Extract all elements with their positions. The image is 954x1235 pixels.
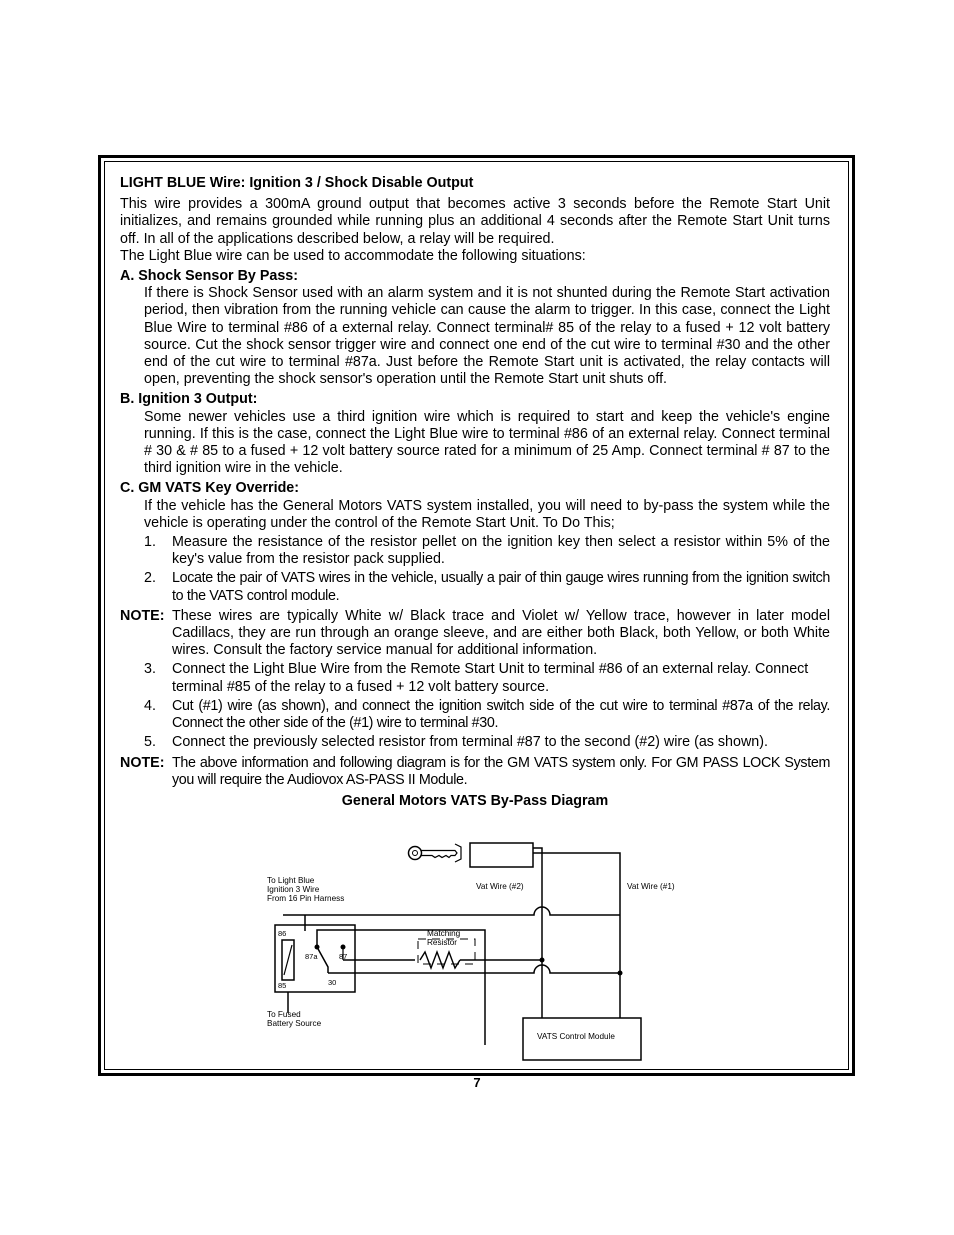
- resistor-label-2: Resistor: [427, 938, 458, 947]
- vat-wire-2: [533, 848, 542, 1047]
- terminal-30-label: 30: [328, 978, 337, 987]
- step-1-text: Measure the resistance of the resistor pellet on the ignition key then select a resistor within 5% of the key's value from the resistor pack supplied.: [172, 534, 830, 568]
- light-blue-label-3: From 16 Pin Harness: [267, 894, 345, 903]
- list-number: 2.: [144, 570, 156, 587]
- list-item: [120, 734, 830, 751]
- note-block: [120, 755, 830, 789]
- list-item: [120, 698, 830, 732]
- list-item: [120, 661, 830, 695]
- relay-switch-arm: [317, 947, 328, 973]
- terminal-87-label: 87: [339, 952, 348, 961]
- step-3-text: Connect the Light Blue Wire from the Remote Start Unit to terminal #86 of an external relay. Connect terminal #85 of the relay to a fused + 12 volt battery source.: [172, 661, 809, 695]
- intro-paragraph-2: The Light Blue wire can be used to accommodate the following situations:: [120, 247, 586, 264]
- note-label: NOTE:: [120, 607, 165, 624]
- vat-wire-1: [533, 853, 620, 1018]
- step-5-text: Connect the previously selected resistor from terminal #87 to the second (#2) wire (as shown).: [172, 734, 768, 751]
- terminal-30-wire: [328, 965, 620, 973]
- section-heading: LIGHT BLUE Wire: Ignition 3 / Shock Disable Output: [120, 175, 474, 191]
- section-a-body: If there is Shock Sensor used with an alarm system and it is not shunted during the Remote Start activation period, then vibration from the running vehicle can cause the alarm to trigger. In this case, connect the Light Blue Wire to terminal #86 of a external relay. Connect terminal# 85 of the relay to a fused + 12 volt battery source. Cut the shock sensor trigger wire and connect one end of the cut wire to terminal #30 and the other end of the cut wire to terminal #87a. Just before the Remote Start unit is activated, the relay contacts will open, preventing the shock sensor's operation until the Remote Start unit shuts off.: [144, 285, 830, 388]
- terminal-87a-label: 87a: [305, 952, 318, 961]
- note-2-text: The above information and following diagram is for the GM VATS system only. For GM PASS LOCK System you will require the Audiovox AS-PASS II Module.: [172, 754, 830, 788]
- note-1-text: These wires are typically White w/ Black trace and Violet w/ Yellow trace, however in later model Cadillacs, they are run through an orange sleeve, and are either both Black, both Yellow, or both White wires. Consult the factory service manual for additional information.: [172, 607, 830, 659]
- resistor-zigzag: [420, 952, 460, 968]
- terminal-85-label: 85: [278, 981, 287, 990]
- resistor-label-1: Matching: [427, 929, 461, 938]
- list-item: [120, 534, 830, 568]
- light-blue-wire: [283, 907, 620, 915]
- list-number: 5.: [144, 734, 156, 751]
- ignition-switch: [470, 843, 533, 867]
- note-label: NOTE:: [120, 754, 165, 771]
- battery-label-2: Battery Source: [267, 1019, 322, 1028]
- vat-wire-2-label: Vat Wire (#2): [476, 882, 524, 891]
- terminal-87a-line: [317, 930, 355, 947]
- module-label: VATS Control Module: [537, 1032, 615, 1041]
- terminal-86-label: 86: [278, 929, 287, 938]
- battery-label-1: To Fused: [267, 1010, 301, 1019]
- section-c-body: If the vehicle has the General Motors VATS system installed, you will need to by-pass the system while the vehicle is operating under the control of the Remote Start Unit. To Do This;: [144, 497, 830, 531]
- step-4-text: Cut (#1) wire (as shown), and connect the ignition switch side of the cut wire to terminal #87a of the relay. Connect the other side of the (#1) wire to terminal #30.: [172, 697, 830, 732]
- light-blue-label-1: To Light Blue: [267, 876, 315, 885]
- section-c-title: C. GM VATS Key Override:: [120, 480, 300, 497]
- ignition-key-icon: [409, 844, 462, 862]
- section-a-title: A. Shock Sensor By Pass:: [120, 268, 298, 285]
- page-number: 7: [473, 1075, 481, 1090]
- section-b-title: B. Ignition 3 Output:: [120, 391, 258, 408]
- wiring-diagram: [255, 835, 705, 1065]
- intro-paragraph: This wire provides a 300mA ground output that becomes active 3 seconds before the Remote Start Unit initializes, and remains grounded while running plus an additional 4 seconds after the Remote Start Unit turns off. In all of the applications described below, a relay will be required.: [120, 196, 830, 247]
- list-number: 1.: [144, 534, 156, 551]
- light-blue-label-2: Ignition 3 Wire: [267, 885, 320, 894]
- wiring-diagram-svg: [255, 835, 705, 1065]
- list-number: 3.: [144, 661, 156, 678]
- section-b-body: Some newer vehicles use a third ignition wire which is required to start and keep the vehicle's engine running. If this is the case, connect the Light Blue wire to terminal #86 of an external relay. Connect terminal # 30 & # 85 to a fused + 12 volt battery source rated for a minimum of 25 Amp. Connect terminal # 87 to the third ignition wire in the vehicle.: [144, 408, 830, 477]
- manual-content: [120, 175, 830, 810]
- note-block: [120, 608, 830, 660]
- cut-wire-87a: [355, 930, 485, 1045]
- list-item: [120, 570, 830, 604]
- vat-wire-1-label: Vat Wire (#1): [627, 882, 675, 891]
- list-number: 4.: [144, 697, 156, 714]
- step-2-text: Locate the pair of VATS wires in the vehicle, usually a pair of thin gauge wires running from the ignition switch to the VATS control module.: [172, 570, 830, 604]
- diagram-title: General Motors VATS By-Pass Diagram: [341, 792, 609, 809]
